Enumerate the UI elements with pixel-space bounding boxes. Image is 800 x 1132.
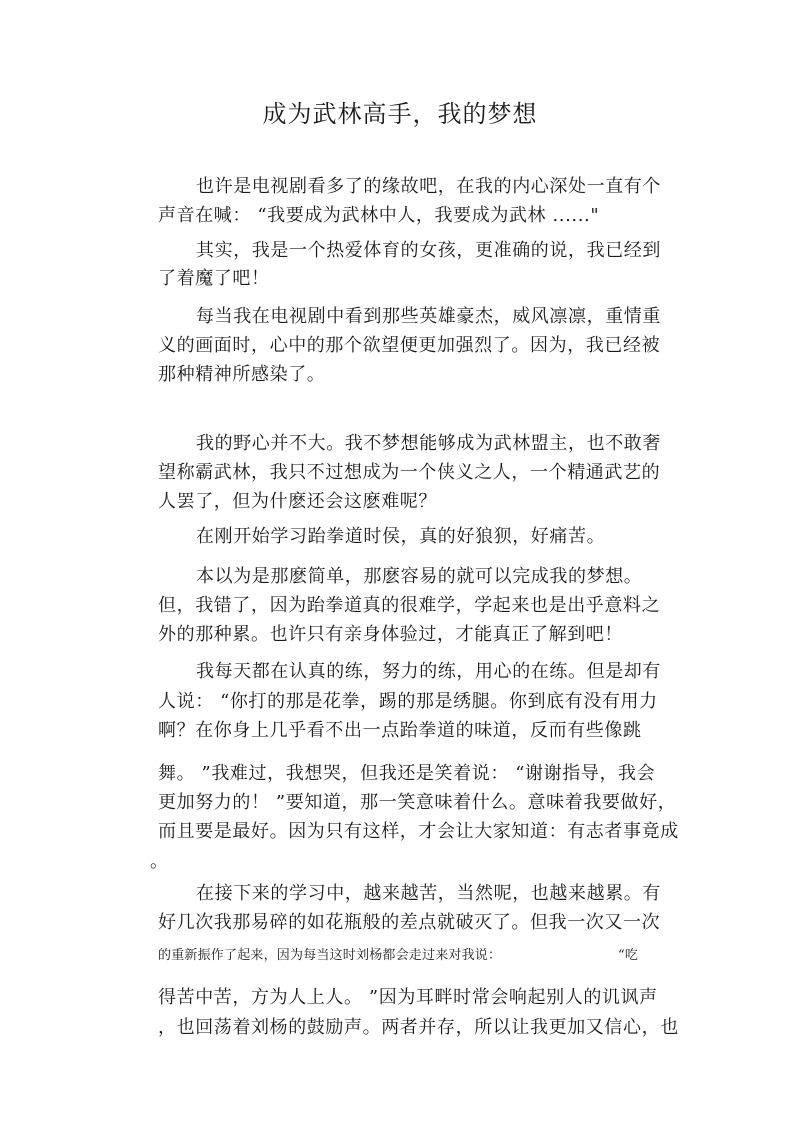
text-line: 舞。 ”我难过，我想哭，但我还是笑着说： “谢谢指导，我会 bbox=[158, 763, 656, 784]
text-line: 了着魔了吧！ bbox=[158, 268, 270, 289]
text-line: 人说： “你打的那是花拳，踢的那是绣腿。你到底有没有用力 bbox=[158, 691, 658, 712]
text-line: 啊？在你身上几乎看不出一点跆拳道的味道，反而有些像跳 bbox=[158, 720, 642, 741]
text-line: 也许是电视剧看多了的缘故吧，在我的内心深处一直有个 bbox=[196, 176, 661, 197]
text-line: 。 bbox=[150, 851, 169, 872]
text-line: ，也回荡着刘杨的鼓励声。两者并存，所以让我更加又信心，也 bbox=[158, 1017, 679, 1038]
text-line: 但，我错了，因为跆拳道真的很难学，学起来也是出乎意料之 bbox=[158, 595, 661, 616]
text-line: “吃 bbox=[618, 948, 639, 963]
page-title: 成为武林高手，我的梦想 bbox=[262, 100, 538, 128]
text-line: 望称霸武林，我只不过想成为一个侠义之人，一个精通武艺的 bbox=[158, 462, 661, 483]
text-line: 在刚开始学习跆拳道时侯，真的好狼狈，好痛苦。 bbox=[196, 526, 606, 547]
text-line: 更加努力的！ ”要知道，那一笑意味着什么。意味着我要做好， bbox=[158, 792, 677, 813]
text-line: 好几次我那易碎的如花瓶般的差点就破灭了。但我一次又一次 bbox=[158, 912, 661, 933]
text-line: 声音在喊： “我要成为武林中人，我要成为武林 ......" bbox=[158, 205, 600, 226]
text-line: 在接下来的学习中，越来越苦，当然呢，也越来越累。有 bbox=[196, 883, 661, 904]
text-line: 那种精神所感染了。 bbox=[158, 364, 326, 385]
text-line: 得苦中苦，方为人上人。 ”因为耳畔时常会响起别人的讥讽声 bbox=[158, 987, 658, 1008]
text-line: 人罢了，但为什麽还会这麽难呢？ bbox=[158, 491, 437, 512]
text-line: 而且要是最好。因为只有这样，才会让大家知道：有志者事竟成 bbox=[158, 821, 679, 842]
text-line: 其实，我是一个热爱体育的女孩，更准确的说，我已经到 bbox=[196, 240, 661, 261]
text-line: 我的野心并不大。我不梦想能够成为武林盟主，也不敢奢 bbox=[196, 433, 661, 454]
text-line: 外的那种累。也许只有亲身体验过，才能真正了解到吧！ bbox=[158, 624, 623, 645]
text-line: 义的画面时，心中的那个欲望便更加强烈了。因为，我已经被 bbox=[158, 335, 661, 356]
text-line: 每当我在电视剧中看到那些英雄豪杰，威风凛凛，重情重 bbox=[196, 306, 661, 327]
text-line: 的重新振作了起来，因为每当这时刘杨都会走过来对我说： bbox=[158, 948, 502, 963]
text-line: 本以为是那麽简单，那麽容易的就可以完成我的梦想。 bbox=[196, 566, 643, 587]
text-line: 我每天都在认真的练，努力的练，用心的在练。但是却有 bbox=[196, 661, 661, 682]
